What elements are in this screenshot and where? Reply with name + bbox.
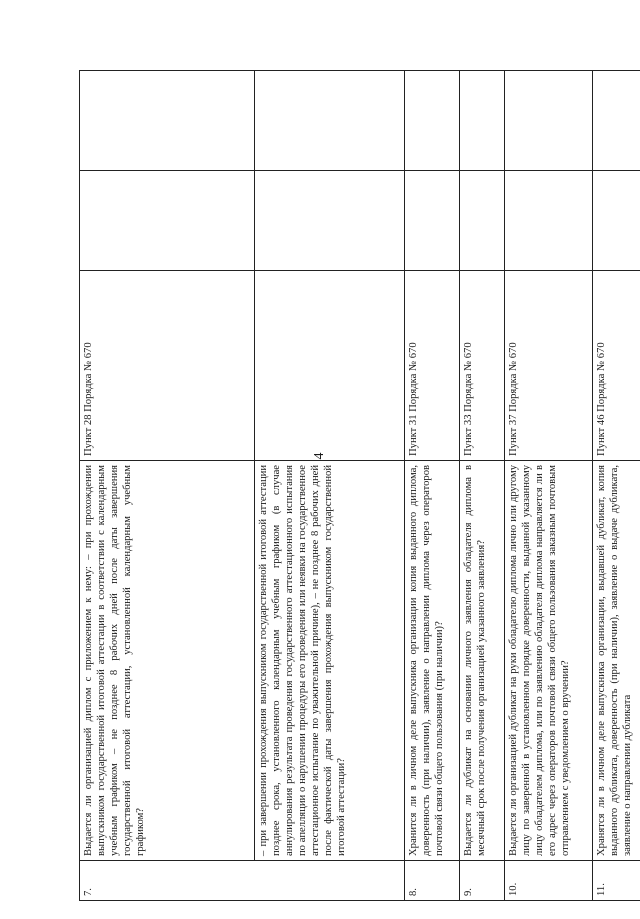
legal-reference: Пункт 46 Порядка № 670 (593, 271, 640, 461)
question-text: Хранятся ли в личном деле выпускника организации, выдавшей дубликат, копия выданного дубликата, доверенность (при наличии), заявление о выдаче дубликата, заявление о направлении дубликата (593, 461, 640, 861)
answer-cell (505, 171, 593, 271)
checklist-table (79, 70, 640, 901)
comment-cell (505, 71, 593, 171)
legal-reference: Пункт 28 Порядка № 670 (80, 271, 255, 461)
question-text: – при завершении прохождения выпускником государственной итоговой аттестации позднее срока, установленного календарным учебным графиком (в случае аннулирования результата проведения государственного аттестационного испытания по апелляции о нарушении процедуры его проведения или неявки на государственное аттестационное испытание по уважительной причине), – не позднее 8 рабочих дней после фактической даты завершения прохождения выпускником государственной итоговой аттестации? (255, 461, 405, 861)
row-number: 10. (505, 861, 593, 901)
row-number: 11. (593, 861, 640, 901)
table-row (405, 71, 460, 901)
table-row (255, 71, 405, 901)
answer-cell (255, 171, 405, 271)
row-number: 7. (80, 861, 405, 901)
legal-reference (255, 271, 405, 461)
answer-cell (593, 171, 640, 271)
comment-cell (405, 71, 460, 171)
answer-cell (460, 171, 505, 271)
legal-reference: Пункт 31 Порядка № 670 (405, 271, 460, 461)
question-text: Выдается ли дубликат на основании личного заявления обладателя диплома в месячный срок после получения организацией указанного заявления? (460, 461, 505, 861)
table-row (460, 71, 505, 901)
table-row (505, 71, 593, 901)
question-text: Выдается ли организацией диплом с приложением к нему: – при прохождении выпускником государственной итоговой аттестации в соответствии с календарным учебным графиком – не позднее 8 рабочих дней после даты завершения государственной итоговой аттестации, установленной календарным учебным графиком? (80, 461, 255, 861)
page-number: 4 (312, 452, 327, 460)
legal-reference: Пункт 33 Порядка № 670 (460, 271, 505, 461)
question-text: Выдается ли организацией дубликат на руки обладателю диплома лично или другому лицу по заверенной в установленном порядке доверенности, выданной указанному лицу обладателем диплома, или по заявлению обладателя диплома направляется ли в его адрес через операторов почтовой связи общего пользования заказным почтовым отправлением с уведомлением о вручении? (505, 461, 593, 861)
comment-cell (80, 71, 255, 171)
row-number: 8. (405, 861, 460, 901)
answer-cell (405, 171, 460, 271)
comment-cell (460, 71, 505, 171)
row-number: 9. (460, 861, 505, 901)
rotated-checklist-table (79, 71, 633, 901)
question-text: Хранится ли в личном деле выпускника организации копия выданного диплома, доверенность (при наличии), заявление о направлении диплома через операторов почтовой связи общего пользования (при наличии)? (405, 461, 460, 861)
legal-reference: Пункт 37 Порядка № 670 (505, 271, 593, 461)
table-row (80, 71, 255, 901)
answer-cell (80, 171, 255, 271)
table-row (593, 71, 640, 901)
comment-cell (593, 71, 640, 171)
comment-cell (255, 71, 405, 171)
